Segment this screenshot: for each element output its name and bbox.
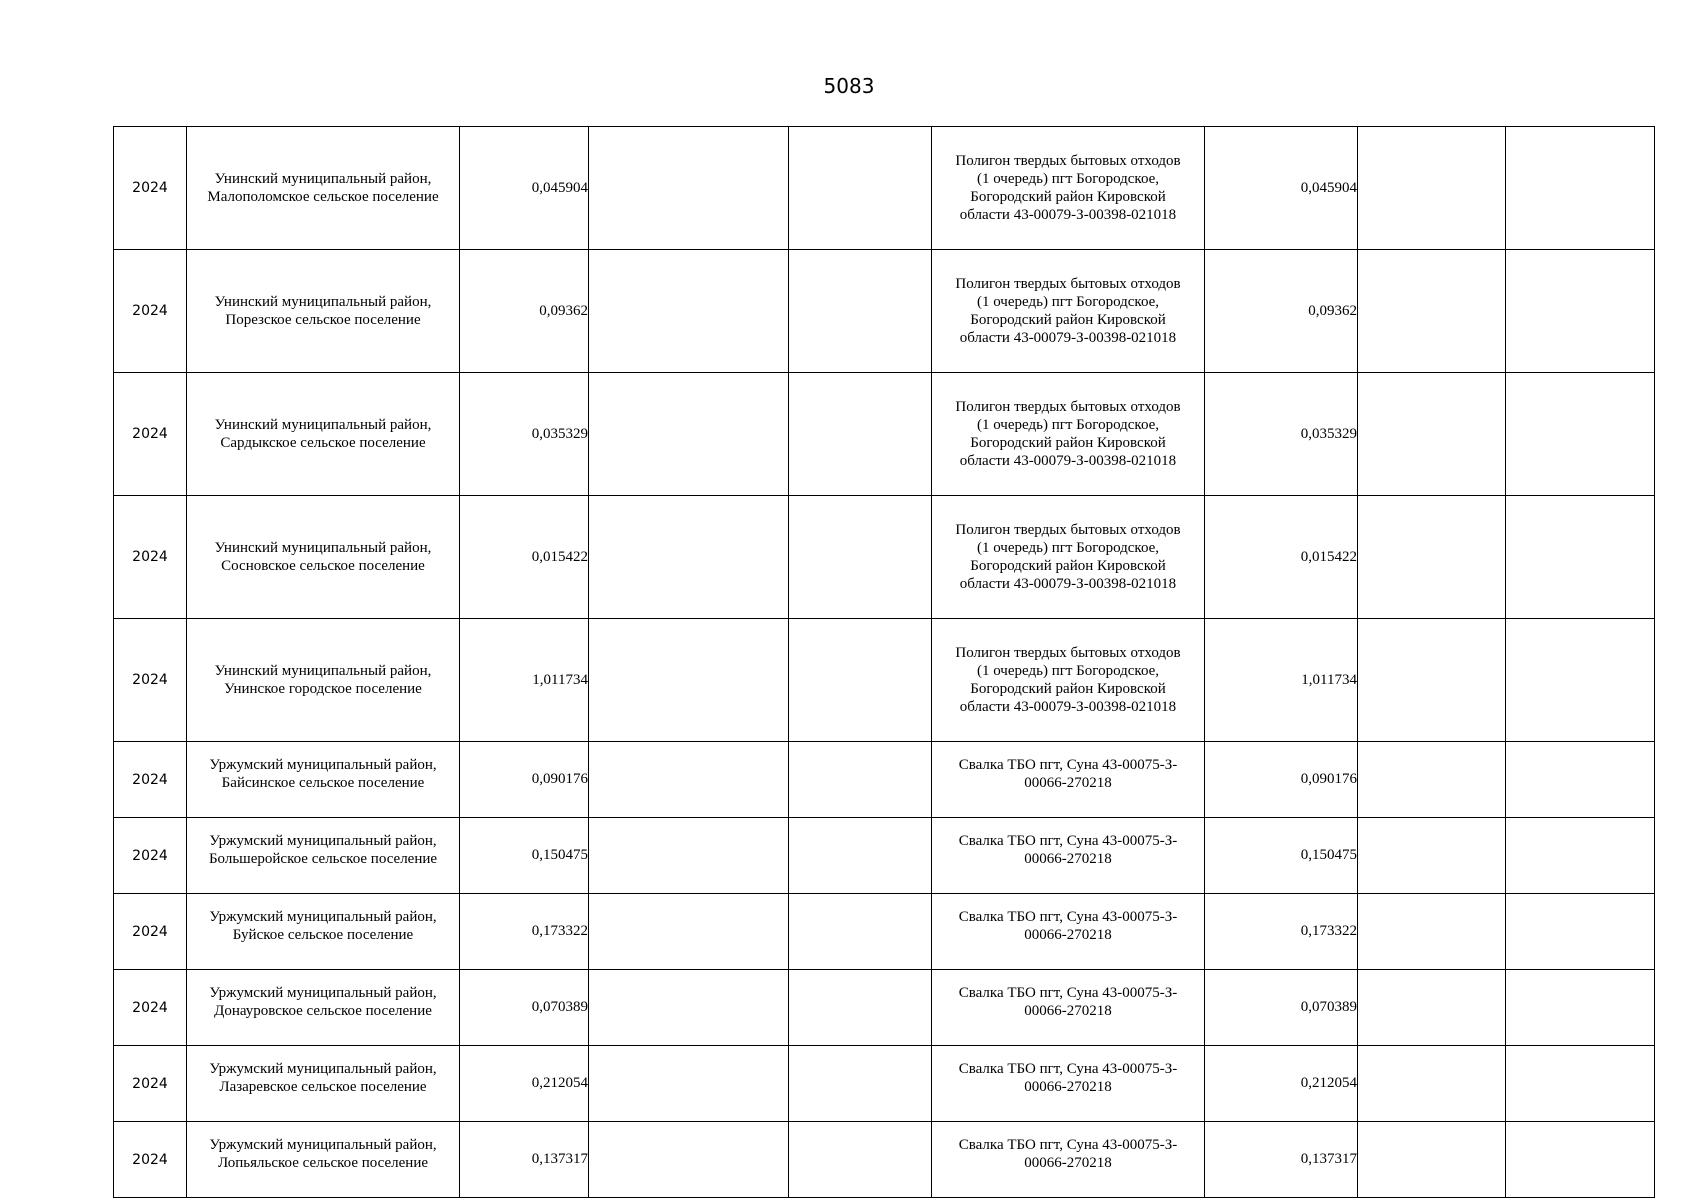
empty-cell	[1506, 742, 1655, 818]
table-row	[114, 818, 1655, 894]
municipality-line-1: Уржумский муниципальный район,	[209, 909, 437, 925]
object-line: 00066-270218	[1024, 1003, 1112, 1019]
empty-cell	[1506, 496, 1655, 619]
table-row	[114, 373, 1655, 496]
empty-cell	[589, 1046, 789, 1122]
table-row	[114, 742, 1655, 818]
year-cell: 2024	[114, 1046, 187, 1122]
empty-cell	[1358, 742, 1506, 818]
empty-cell	[589, 818, 789, 894]
municipality-line-1: Уржумский муниципальный район,	[209, 985, 437, 1001]
volume-cell: 0,070389	[460, 970, 589, 1046]
empty-cell	[789, 1122, 932, 1198]
empty-cell	[1506, 970, 1655, 1046]
volume-repeat-cell: 0,015422	[1205, 496, 1358, 619]
empty-cell	[789, 1046, 932, 1122]
empty-cell	[1358, 250, 1506, 373]
object-line: Полигон твердых бытовых отходов	[955, 153, 1181, 169]
municipality-cell	[187, 894, 460, 970]
empty-cell	[1506, 250, 1655, 373]
empty-cell	[589, 373, 789, 496]
object-line: 00066-270218	[1024, 775, 1112, 791]
disposal-object-cell	[932, 127, 1205, 250]
volume-repeat-cell: 0,150475	[1205, 818, 1358, 894]
empty-cell	[1506, 127, 1655, 250]
empty-cell	[789, 619, 932, 742]
year-cell: 2024	[114, 894, 187, 970]
municipality-line-2: Сосновское сельское поселение	[221, 558, 425, 574]
municipality-line-2: Малополомское сельское поселение	[207, 189, 439, 205]
object-line: Свалка ТБО пгт, Суна 43-00075-З-	[958, 985, 1178, 1001]
object-line: Богородский район Кировской	[970, 435, 1166, 451]
object-line: области 43-00079-З-00398-021018	[959, 207, 1177, 223]
municipality-cell	[187, 373, 460, 496]
municipality-line-1: Уржумский муниципальный район,	[209, 833, 437, 849]
table-row	[114, 1046, 1655, 1122]
object-line: Свалка ТБО пгт, Суна 43-00075-З-	[958, 1137, 1178, 1153]
empty-cell	[1358, 970, 1506, 1046]
disposal-object-cell	[932, 1046, 1205, 1122]
table-body	[114, 127, 1655, 1198]
volume-cell: 0,212054	[460, 1046, 589, 1122]
municipality-cell	[187, 619, 460, 742]
volume-cell: 0,015422	[460, 496, 589, 619]
year-cell: 2024	[114, 127, 187, 250]
volume-cell: 0,173322	[460, 894, 589, 970]
object-line: Богородский район Кировской	[970, 312, 1166, 328]
municipality-line-1: Уржумский муниципальный район,	[209, 1061, 437, 1077]
volume-repeat-cell: 1,011734	[1205, 619, 1358, 742]
municipality-cell	[187, 818, 460, 894]
empty-cell	[589, 1122, 789, 1198]
waste-volume-table	[113, 126, 1655, 1198]
volume-cell: 0,150475	[460, 818, 589, 894]
volume-repeat-cell: 0,09362	[1205, 250, 1358, 373]
object-line: области 43-00079-З-00398-021018	[959, 699, 1177, 715]
municipality-line-2: Буйское сельское поселение	[232, 927, 414, 943]
empty-cell	[589, 970, 789, 1046]
empty-cell	[1506, 818, 1655, 894]
object-line: Богородский район Кировской	[970, 558, 1166, 574]
empty-cell	[789, 818, 932, 894]
volume-repeat-cell: 0,035329	[1205, 373, 1358, 496]
empty-cell	[1358, 894, 1506, 970]
empty-cell	[1358, 619, 1506, 742]
volume-repeat-cell: 0,212054	[1205, 1046, 1358, 1122]
municipality-line-2: Сардыкское сельское поселение	[220, 435, 426, 451]
empty-cell	[589, 619, 789, 742]
object-line: Богородский район Кировской	[970, 681, 1166, 697]
empty-cell	[1506, 373, 1655, 496]
volume-repeat-cell: 0,045904	[1205, 127, 1358, 250]
object-line: области 43-00079-З-00398-021018	[959, 330, 1177, 346]
municipality-line-1: Унинский муниципальный район,	[214, 417, 432, 433]
disposal-object-cell	[932, 619, 1205, 742]
year-cell: 2024	[114, 619, 187, 742]
disposal-object-cell	[932, 496, 1205, 619]
volume-repeat-cell: 0,070389	[1205, 970, 1358, 1046]
municipality-line-1: Уржумский муниципальный район,	[209, 1137, 437, 1153]
empty-cell	[589, 894, 789, 970]
volume-cell: 0,035329	[460, 373, 589, 496]
object-line: 00066-270218	[1024, 1155, 1112, 1171]
table-row	[114, 250, 1655, 373]
object-line: области 43-00079-З-00398-021018	[959, 576, 1177, 592]
empty-cell	[1358, 127, 1506, 250]
page-number: 5083	[823, 74, 875, 98]
empty-cell	[789, 496, 932, 619]
empty-cell	[1358, 1046, 1506, 1122]
table-row	[114, 127, 1655, 250]
empty-cell	[1506, 1046, 1655, 1122]
empty-cell	[789, 127, 932, 250]
year-cell: 2024	[114, 250, 187, 373]
empty-cell	[589, 742, 789, 818]
object-line: Свалка ТБО пгт, Суна 43-00075-З-	[958, 909, 1178, 925]
municipality-line-2: Большеройское сельское поселение	[208, 851, 438, 867]
municipality-cell	[187, 970, 460, 1046]
municipality-line-1: Унинский муниципальный район,	[214, 540, 432, 556]
empty-cell	[1506, 894, 1655, 970]
municipality-cell	[187, 1046, 460, 1122]
municipality-cell	[187, 496, 460, 619]
volume-cell: 1,011734	[460, 619, 589, 742]
municipality-line-2: Порезское сельское поселение	[225, 312, 421, 328]
volume-repeat-cell: 0,137317	[1205, 1122, 1358, 1198]
object-line: Свалка ТБО пгт, Суна 43-00075-З-	[958, 1061, 1178, 1077]
table-row	[114, 619, 1655, 742]
object-line: Полигон твердых бытовых отходов	[955, 645, 1181, 661]
object-line: Полигон твердых бытовых отходов	[955, 399, 1181, 415]
disposal-object-cell	[932, 373, 1205, 496]
year-cell: 2024	[114, 1122, 187, 1198]
empty-cell	[589, 496, 789, 619]
empty-cell	[1358, 373, 1506, 496]
object-line: (1 очередь) пгт Богородское,	[976, 294, 1160, 310]
municipality-line-1: Унинский муниципальный район,	[214, 294, 432, 310]
object-line: (1 очередь) пгт Богородское,	[976, 663, 1160, 679]
volume-cell: 0,09362	[460, 250, 589, 373]
municipality-line-2: Байсинское сельское поселение	[221, 775, 425, 791]
volume-cell: 0,137317	[460, 1122, 589, 1198]
year-cell: 2024	[114, 373, 187, 496]
municipality-line-2: Лазаревское сельское поселение	[219, 1079, 427, 1095]
volume-repeat-cell: 0,090176	[1205, 742, 1358, 818]
disposal-object-cell	[932, 818, 1205, 894]
municipality-cell	[187, 127, 460, 250]
year-cell: 2024	[114, 496, 187, 619]
municipality-line-2: Унинское городское поселение	[224, 681, 422, 697]
object-line: области 43-00079-З-00398-021018	[959, 453, 1177, 469]
table-row	[114, 1122, 1655, 1198]
year-cell: 2024	[114, 742, 187, 818]
disposal-object-cell	[932, 894, 1205, 970]
municipality-line-2: Лопьяльское сельское поселение	[217, 1155, 429, 1171]
empty-cell	[789, 250, 932, 373]
empty-cell	[789, 970, 932, 1046]
volume-cell: 0,045904	[460, 127, 589, 250]
municipality-line-1: Унинский муниципальный район,	[214, 663, 432, 679]
empty-cell	[1358, 818, 1506, 894]
object-line: Свалка ТБО пгт, Суна 43-00075-З-	[958, 757, 1178, 773]
empty-cell	[1506, 1122, 1655, 1198]
municipality-cell	[187, 250, 460, 373]
object-line: (1 очередь) пгт Богородское,	[976, 417, 1160, 433]
municipality-cell	[187, 1122, 460, 1198]
municipality-line-2: Донауровское сельское поселение	[214, 1003, 432, 1019]
object-line: (1 очередь) пгт Богородское,	[976, 171, 1160, 187]
municipality-line-1: Унинский муниципальный район,	[214, 171, 432, 187]
municipality-line-1: Уржумский муниципальный район,	[209, 757, 437, 773]
empty-cell	[589, 127, 789, 250]
object-line: 00066-270218	[1024, 927, 1112, 943]
object-line: Свалка ТБО пгт, Суна 43-00075-З-	[958, 833, 1178, 849]
disposal-object-cell	[932, 250, 1205, 373]
disposal-object-cell	[932, 1122, 1205, 1198]
object-line: 00066-270218	[1024, 1079, 1112, 1095]
table-row	[114, 496, 1655, 619]
empty-cell	[1358, 1122, 1506, 1198]
volume-repeat-cell: 0,173322	[1205, 894, 1358, 970]
object-line: Полигон твердых бытовых отходов	[955, 276, 1181, 292]
disposal-object-cell	[932, 970, 1205, 1046]
empty-cell	[789, 894, 932, 970]
empty-cell	[789, 373, 932, 496]
municipality-cell	[187, 742, 460, 818]
disposal-object-cell	[932, 742, 1205, 818]
table-row	[114, 970, 1655, 1046]
object-line: 00066-270218	[1024, 851, 1112, 867]
empty-cell	[1358, 496, 1506, 619]
object-line: (1 очередь) пгт Богородское,	[976, 540, 1160, 556]
object-line: Полигон твердых бытовых отходов	[955, 522, 1181, 538]
volume-cell: 0,090176	[460, 742, 589, 818]
object-line: Богородский район Кировской	[970, 189, 1166, 205]
table-row	[114, 894, 1655, 970]
empty-cell	[589, 250, 789, 373]
year-cell: 2024	[114, 818, 187, 894]
empty-cell	[789, 742, 932, 818]
empty-cell	[1506, 619, 1655, 742]
year-cell: 2024	[114, 970, 187, 1046]
